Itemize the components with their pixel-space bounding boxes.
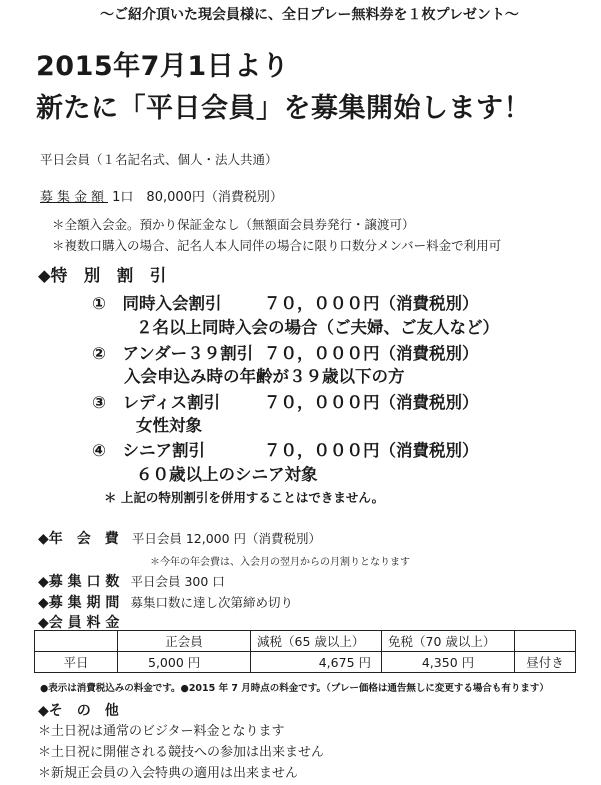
table-cell: 4,350 円	[382, 652, 515, 673]
table-header-cell: 免税（70 歳以上）	[382, 631, 515, 652]
annual-fee-note: ＊今年の年会費は、入会月の翌月からの月割りとなります	[150, 557, 410, 568]
discount-1-price: ７０，０００円（消費税別）	[264, 294, 479, 313]
recruit-count	[38, 571, 225, 591]
table-cell: 5,000 円	[118, 652, 251, 673]
top-banner: 〜ご紹介頂いた現会員様に、全日プレー無料券を１枚プレゼント〜	[100, 7, 519, 23]
discount-2-price: ７０，０００円（消費税別）	[264, 344, 479, 363]
member-fee-header-row	[35, 631, 576, 652]
discount-1-name: ① 同時入会割引	[92, 294, 222, 313]
headline-date: 2015年7月1日より	[36, 51, 290, 82]
table-cell: 平日	[35, 652, 118, 673]
recruit-period-label: ◆募 集 期 間	[38, 595, 120, 611]
annual-fee	[38, 528, 321, 548]
member-fee-table	[34, 630, 576, 673]
member-fee-row	[35, 652, 576, 673]
recruit-amount-label: 募集金額	[40, 190, 109, 205]
table-cell: 昼付き	[515, 652, 576, 673]
other-item-2: ＊土日祝に開催される競技への参加は出来ません	[38, 745, 325, 760]
recruit-count-value: 平日会員 300 口	[130, 574, 225, 589]
discount-4-condition: ６０歳以上のシニア対象	[136, 465, 318, 484]
special-discount-heading: ◆特 別 割 引	[38, 266, 167, 285]
note-entrance-fee: ＊全額入会金。預かり保証金なし（無額面会員券発行・譲渡可）	[52, 217, 415, 232]
recruit-amount	[40, 186, 283, 205]
table-header-cell: 正会員	[118, 631, 251, 652]
other-heading: ◆そ の 他	[38, 703, 119, 719]
fee-footnote: ●表示は消費税込みの料金です。●2015 年 7 月時点の料金です。（プレー価格は通告無しに変更する場合も有ります）	[40, 683, 549, 694]
table-header-cell	[35, 631, 118, 652]
discount-1-condition: ２名以上同時入会の場合（ご夫婦、ご友人など）	[136, 318, 499, 337]
recruit-count-label: ◆募 集 口 数	[38, 574, 120, 590]
other-item-1: ＊土日祝は通常のビジター料金となります	[38, 724, 285, 739]
note-multiple-units: ＊複数口購入の場合、記名人本人同伴の場合に限り口数分メンバー料金で利用可	[52, 238, 502, 253]
discount-4-price: ７０，０００円（消費税別）	[264, 441, 479, 460]
annual-fee-value: 平日会員 12,000 円（消費税別）	[131, 531, 322, 546]
discount-3-name: ③ レディス割引	[92, 393, 221, 412]
recruit-period-value: 募集口数に達し次第締め切り	[130, 595, 293, 610]
annual-fee-label: ◆年 会 費	[38, 531, 119, 547]
discount-note: ＊ 上記の特別割引を併用することはできません。	[104, 490, 385, 505]
discount-2-name: ② アンダー３９割引	[92, 344, 254, 363]
table-header-cell	[515, 631, 576, 652]
other-item-3: ＊新規正会員の入会特典の適用は出来ません	[38, 766, 299, 781]
recruit-amount-value: 1口 80,000円（消費税別）	[112, 190, 283, 205]
headline-announcement: 新たに「平日会員」を募集開始します！	[36, 93, 531, 124]
discount-3-price: ７０，０００円（消費税別）	[264, 393, 479, 412]
table-cell: 4,675 円	[251, 652, 382, 673]
table-header-cell: 減税（65 歳以上）	[251, 631, 382, 652]
member-fee-label: ◆会 員 料 金	[38, 615, 120, 631]
discount-4-name: ④ シニア割引	[92, 441, 205, 460]
discount-2-condition: 入会申込み時の年齢が３９歳以下の方	[124, 367, 405, 386]
discount-3-condition: 女性対象	[136, 416, 202, 435]
recruit-period	[38, 592, 293, 612]
membership-type: 平日会員（１名記名式、個人・法人共通）	[40, 152, 278, 167]
